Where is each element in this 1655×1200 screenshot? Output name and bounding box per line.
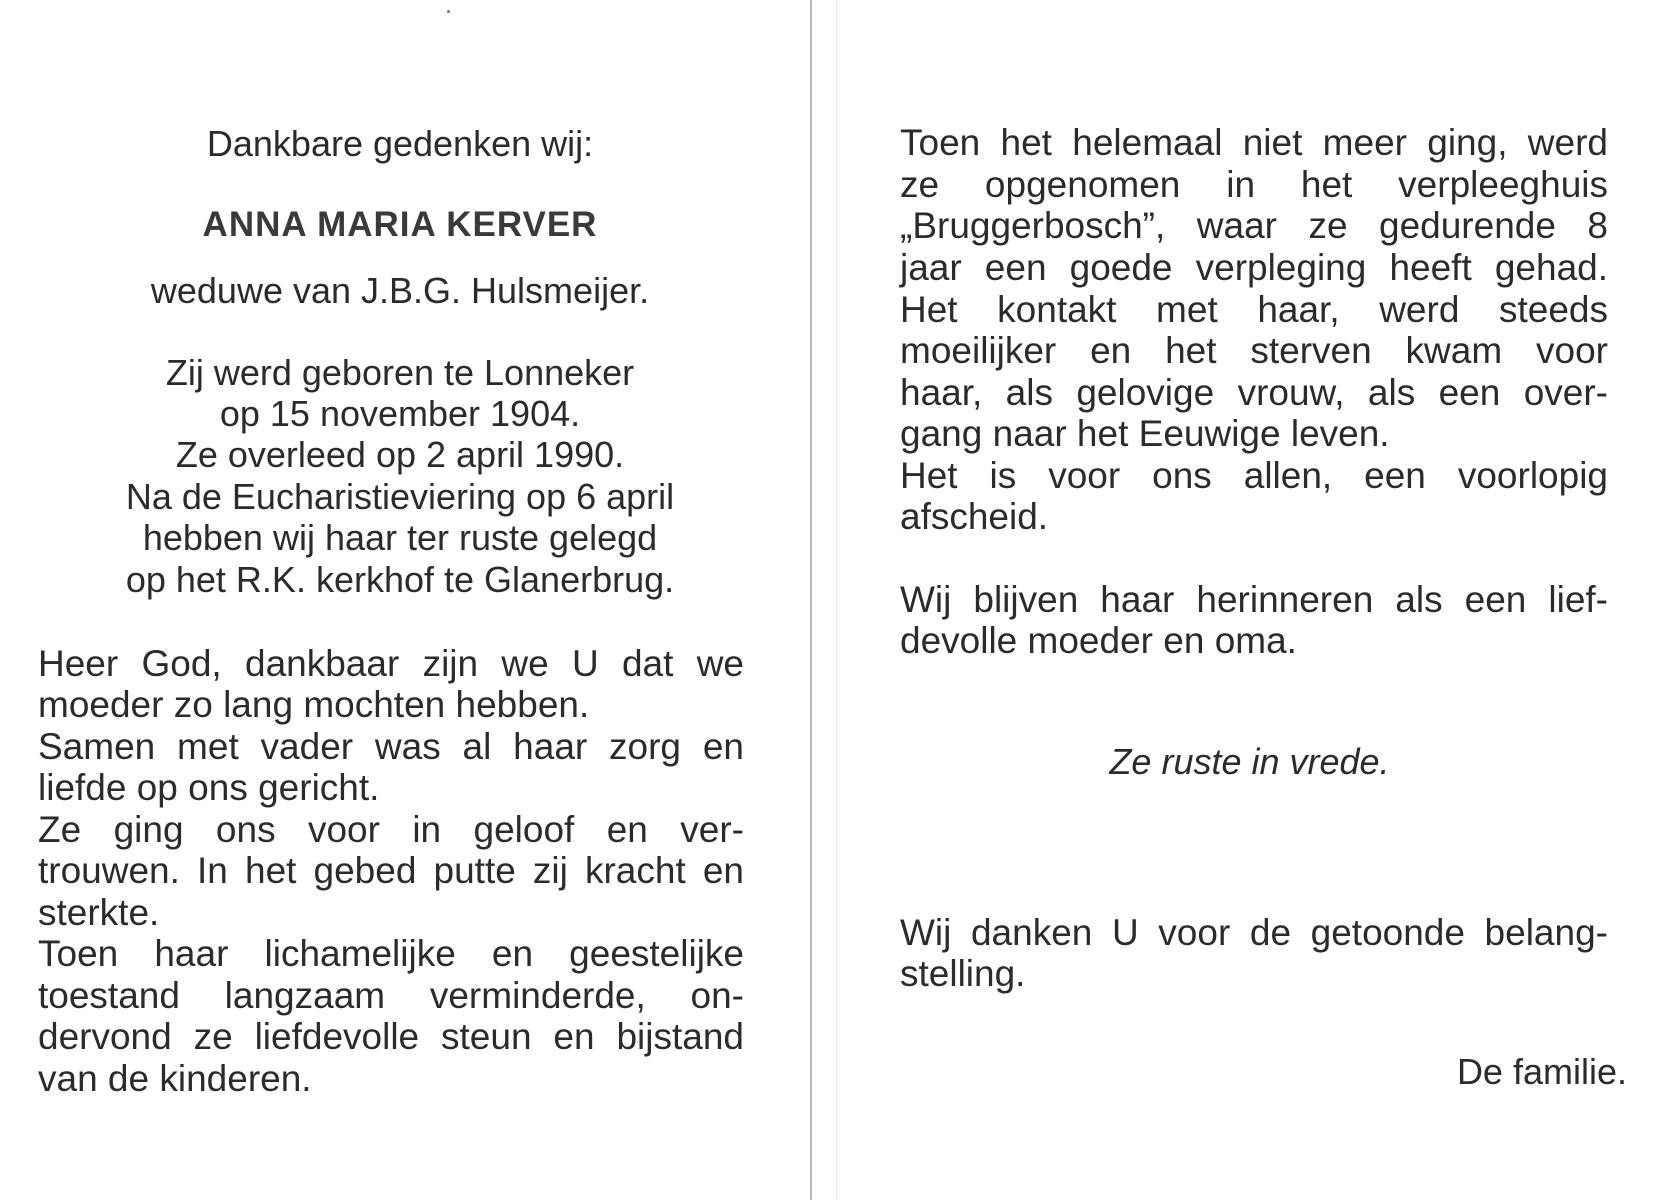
thanks-line: stelling. [900, 953, 1026, 994]
prayer-line: trouwen. In het gebed putte zij kracht en [38, 850, 744, 891]
thanks-line: Wij danken U voor de getoonde belang- [900, 912, 1608, 953]
prayer-line: toestand langzaam verminderde, on- [38, 975, 744, 1016]
deceased-name: ANNA MARIA KERVER [202, 205, 598, 244]
biography-line: Zij werd geboren te Lonneker [165, 352, 635, 393]
biography-line: Ze overleed op 2 april 1990. [175, 434, 625, 475]
left-panel [0, 0, 810, 1200]
prayer-line: dervond ze liefdevolle steun en bijstand [38, 1016, 744, 1057]
care-line: gang naar het Eeuwige leven. [900, 413, 1390, 454]
care-line: haar, als gelovige vrouw, als een over- [900, 372, 1608, 413]
right-panel [812, 0, 1655, 1200]
prayer-line: van de kinderen. [38, 1058, 312, 1099]
memory-line: Wij blijven haar herinneren als een lief- [900, 579, 1608, 620]
care-line: „Bruggerbosch”, waar ze gedurende 8 [900, 205, 1608, 246]
care-line: ze opgenomen in het verpleeghuis [900, 164, 1608, 205]
care-line: jaar een goede verpleging heeft gehad. [900, 247, 1608, 288]
signature-line: De familie. [1456, 1051, 1627, 1092]
widow-line: weduwe van J.B.G. Hulsmeijer. [150, 270, 650, 311]
prayer-line: Ze ging ons voor in geloof en ver- [38, 809, 744, 850]
prayer-line: Heer God, dankbaar zijn we U dat we [38, 643, 744, 684]
care-line: Toen het helemaal niet meer ging, werd [900, 122, 1608, 163]
intro-line: Dankbare gedenken wij: [206, 123, 594, 164]
care-line: Het kontakt met haar, werd steeds [900, 289, 1608, 330]
care-line: moeilijker en het sterven kwam voor [900, 330, 1608, 371]
biography-line: op het R.K. kerkhof te Glanerbrug. [125, 559, 675, 600]
biography-line: Na de Eucharistieviering op 6 april [125, 476, 675, 517]
memory-line: devolle moeder en oma. [900, 620, 1297, 661]
prayer-line: sterkte. [38, 892, 160, 933]
prayer-line: moeder zo lang mochten hebben. [38, 684, 590, 725]
care-line: afscheid. [900, 496, 1049, 537]
biography-line: hebben wij haar ter ruste gelegd [142, 517, 658, 558]
prayer-line: Samen met vader was al haar zorg en [38, 726, 744, 767]
blessing-line: Ze ruste in vrede. [1109, 741, 1390, 782]
care-line: Het is voor ons allen, een voorlopig [900, 455, 1608, 496]
prayer-line: liefde op ons gericht. [38, 767, 380, 808]
biography-line: op 15 november 1904. [219, 393, 581, 434]
prayer-line: Toen haar lichamelijke en geestelijke [38, 933, 744, 974]
